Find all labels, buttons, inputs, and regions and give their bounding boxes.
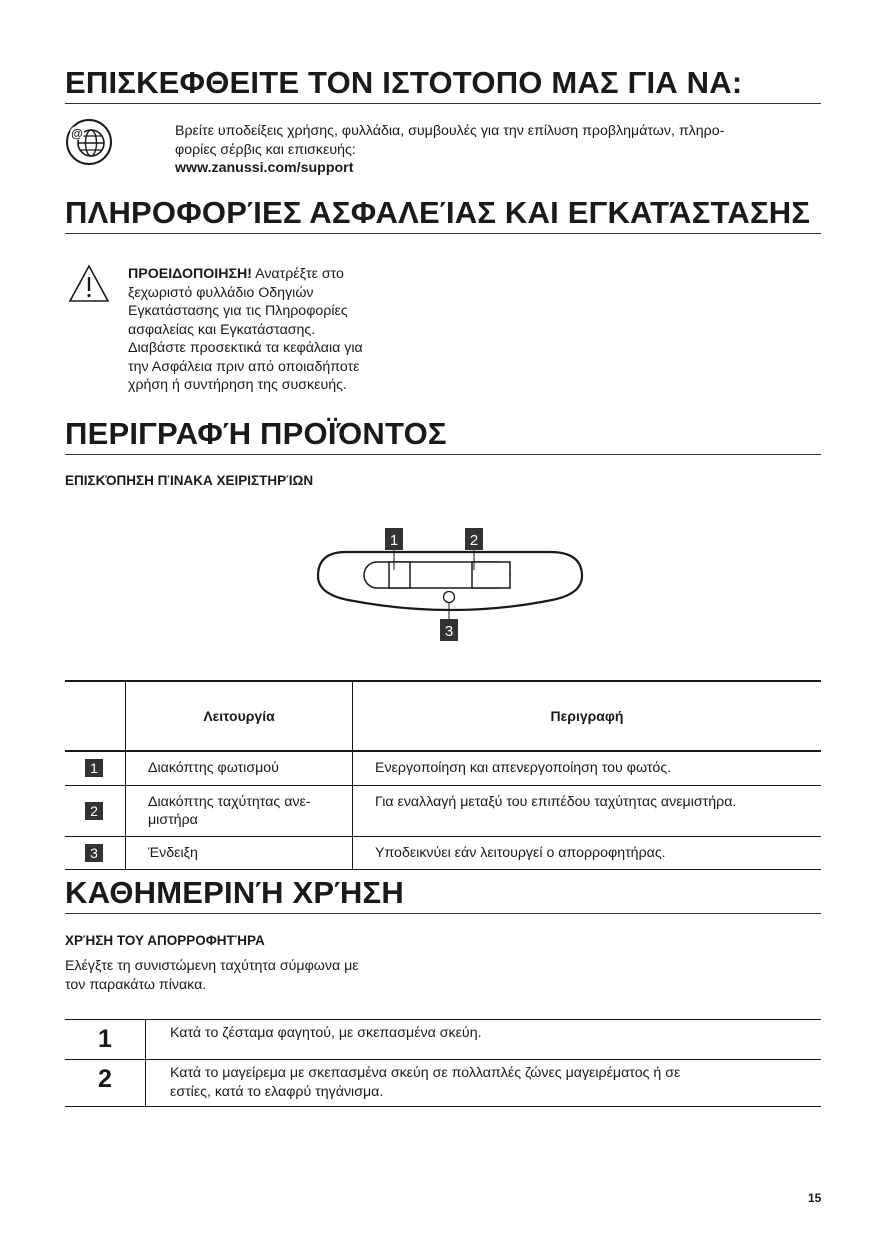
warning-text-line1: Ανατρέξτε στο	[251, 266, 344, 282]
visit-text-line2: φορίες σέρβις και επισκευής:	[175, 141, 356, 158]
warning-text-line7: χρήση ή συντήρηση της συσκευής.	[128, 377, 347, 393]
diagram-label-2	[465, 528, 483, 550]
function-cell: Διακόπτης φωτισμού	[126, 751, 353, 785]
table-row	[65, 751, 821, 785]
description-cell: Υποδεικνύει εάν λειτουργεί ο απορροφητήρας.	[353, 836, 822, 870]
function-cell	[126, 785, 353, 836]
heading-visit-website: ΕΠΙΣΚΕΦΘΕΙΤΕ ΤΟΝ ΙΣΤΟΤΟΠΟ ΜΑΣ ΓΙΑ ΝΑ:	[65, 65, 821, 104]
speed-number: 2	[65, 1060, 146, 1107]
speed-number: 1	[65, 1020, 146, 1060]
daily-intro-line2: τον παρακάτω πίνακα.	[65, 976, 207, 993]
warning-text-line4: ασφαλείας και Εγκατάστασης.	[128, 321, 316, 338]
speed-table	[65, 1019, 821, 1107]
daily-intro-line1: Ελέγξτε τη συνιστώμενη ταχύτητα σύμφωνα με	[65, 958, 359, 974]
table-header-function: Λειτουργία	[126, 681, 353, 751]
table-header-row	[65, 681, 821, 751]
diagram-label-3	[440, 619, 458, 641]
warning-text-line5: Διαβάστε προσεκτικά τα κεφάλαια για	[128, 340, 363, 356]
speed-description: Κατά το ζέσταμα φαγητού, με σκεπασμένα σκεύη.	[170, 1025, 482, 1041]
table-header-num	[65, 681, 126, 751]
speed-row	[65, 1060, 821, 1107]
svg-text:3: 3	[444, 623, 454, 640]
subheading-control-panel-overview: ΕΠΙΣΚΌΠΗΣΗ ΠΊΝΑΚΑ ΧΕΙΡΙΣΤΗΡΊΩΝ	[65, 473, 314, 488]
warning-triangle-icon	[68, 264, 110, 304]
heading-safety-installation: ΠΛΗΡΟΦΟΡΊΕΣ ΑΣΦΑΛΕΊΑΣ ΚΑΙ ΕΓΚΑΤΆΣΤΑΣΗΣ	[65, 195, 821, 234]
row-number-badge: 1	[85, 759, 103, 777]
warning-text-line2: ξεχωριστό φυλλάδιο Οδηγιών	[128, 284, 314, 301]
heading-daily-use: ΚΑΘΗΜΕΡΙΝΉ ΧΡΉΣΗ	[65, 875, 821, 914]
description-cell: Για εναλλαγή μεταξύ του επιπέδου ταχύτητας ανεμιστήρα.	[353, 785, 822, 836]
web-globe-icon	[65, 118, 113, 166]
diagram-label-1	[385, 528, 403, 550]
speed-description-line2: εστίες, κατά το ελαφρύ τηγάνισμα.	[170, 1083, 384, 1100]
row-number-badge: 2	[85, 802, 103, 820]
svg-text:2: 2	[469, 532, 479, 549]
function-cell-line2: μιστήρα	[148, 812, 198, 828]
speed-description-line1: Κατά το μαγείρεμα με σκεπασμένα σκεύη σε πολλαπλές ζώνες μαγειρέματος ή σε	[170, 1065, 681, 1081]
table-header-description: Περιγραφή	[353, 681, 822, 751]
table-row	[65, 785, 821, 836]
svg-text:@: @	[71, 126, 83, 141]
control-panel-diagram	[312, 526, 587, 644]
svg-text:1: 1	[389, 532, 399, 549]
warning-text-line3: Εγκατάστασης για τις Πληροφορίες	[128, 303, 348, 319]
description-cell: Ενεργοποίηση και απενεργοποίηση του φωτός.	[353, 751, 822, 785]
subheading-hood-use: ΧΡΉΣΗ ΤΟΥ ΑΠΟΡΡΟΦΗΤΉΡΑ	[65, 933, 265, 948]
warning-text-line6: την Ασφάλεια πριν από οποιαδήποτε	[128, 358, 360, 375]
visit-text-line1: Βρείτε υποδείξεις χρήσης, φυλλάδια, συμβουλές για την επίλυση προβλημάτων, πληρο-	[175, 123, 725, 139]
control-panel-table	[65, 680, 821, 870]
speed-row	[65, 1020, 821, 1060]
function-cell-line1: Διακόπτης ταχύτητας ανε-	[148, 793, 311, 810]
page-number: 15	[808, 1191, 822, 1205]
support-url-link[interactable]: www.zanussi.com/support	[175, 160, 354, 176]
function-cell: Ένδειξη	[126, 836, 353, 870]
table-row	[65, 836, 821, 870]
warning-label: ΠΡΟΕΙΔΟΠΟΙΗΣΗ!	[128, 266, 252, 282]
heading-product-description: ΠΕΡΙΓΡΑΦΉ ΠΡΟΪΌΝΤΟΣ	[65, 416, 821, 455]
speed-description	[146, 1060, 822, 1107]
row-number-badge: 3	[85, 844, 103, 862]
